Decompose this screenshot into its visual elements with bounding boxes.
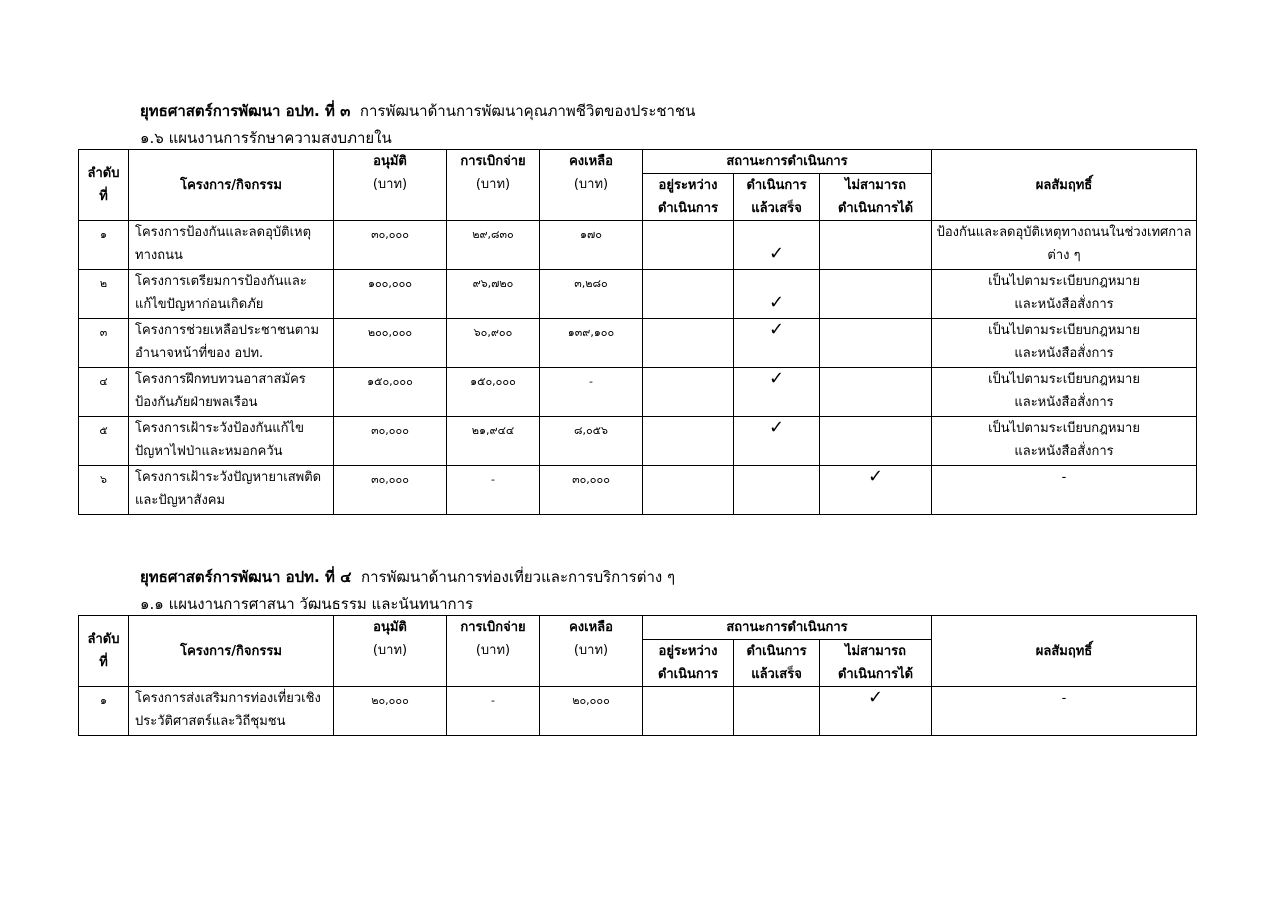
check-mark-icon: ✓ (867, 687, 884, 708)
strategy3-table (78, 149, 1197, 515)
row-status-cannot (820, 417, 932, 466)
row-result (932, 221, 1197, 270)
strategy4-plan: ๑.๑ แผนงานการศาสนา วัฒนธรรม และนันทนาการ (140, 595, 474, 613)
header-in-progress-l1: อยู่ระหว่าง (658, 178, 718, 193)
row-approved: ๓๐,๐๐๐ (334, 466, 447, 515)
row-project-line2: ป้องกันภัยฝ่ายพลเรือน (135, 395, 258, 410)
header-remaining-unit: (บาท) (573, 177, 609, 192)
check-mark-icon: ✓ (768, 417, 785, 438)
header-done-l1: ดำเนินการ (746, 178, 807, 193)
row-result-line1: - (1061, 691, 1067, 706)
row-number: ๔ (79, 368, 129, 417)
row-status-done (734, 687, 820, 736)
row-result-line1: เป็นไปตามระเบียบกฎหมาย (988, 323, 1140, 338)
row-number: ๒ (79, 270, 129, 319)
row-approved: ๒๐,๐๐๐ (334, 687, 447, 736)
header-disbursed-label: การเบิกจ่าย (460, 154, 526, 169)
header-in-progress-l2: ดำเนินการ (657, 201, 719, 216)
header-project: โครงการ/กิจกรรม (129, 616, 334, 687)
header-done-l1: ดำเนินการ (746, 644, 807, 659)
header-approved (334, 150, 447, 221)
header-disbursed-label: การเบิกจ่าย (460, 620, 526, 635)
row-project (129, 368, 334, 417)
header-remaining (540, 616, 643, 687)
row-status-done (734, 319, 820, 368)
row-status-done (734, 368, 820, 417)
header-cannot-l1: ไม่สามารถ (844, 644, 907, 659)
table-row (79, 221, 1197, 270)
row-approved: ๑๐๐,๐๐๐ (334, 270, 447, 319)
row-project-line2: และปัญหาสังคม (135, 493, 226, 508)
row-remaining: ๑๓๙,๑๐๐ (540, 319, 643, 368)
table-row (79, 687, 1197, 736)
header-approved-label: อนุมัติ (373, 620, 407, 635)
strategy4-title (140, 567, 675, 587)
row-number: ๑ (79, 221, 129, 270)
header-cannot-l2: ดำเนินการได้ (837, 667, 914, 682)
row-result (932, 687, 1197, 736)
row-remaining: ๒๐,๐๐๐ (540, 687, 643, 736)
row-project-line2: ประวัติศาสตร์และวิถีชุมชน (135, 714, 286, 729)
check-mark-icon: ✓ (768, 243, 785, 264)
header-disbursed-unit: (บาท) (475, 177, 511, 192)
row-status-in-progress (643, 270, 734, 319)
table-row (79, 466, 1197, 515)
header-order (79, 616, 129, 687)
header-remaining (540, 150, 643, 221)
table-row (79, 368, 1197, 417)
row-disbursed: ๖๐,๙๐๐ (447, 319, 540, 368)
strategy3-title-bold: ยุทธศาสตร์การพัฒนา อปท. ที่ ๓ (140, 102, 351, 120)
check-mark-icon: ✓ (768, 292, 785, 313)
row-approved: ๑๕๐,๐๐๐ (334, 368, 447, 417)
row-status-done (734, 417, 820, 466)
row-result-line2: และหนังสือสั่งการ (1014, 444, 1114, 459)
header-done (734, 640, 820, 687)
row-result (932, 368, 1197, 417)
row-result-line1: ป้องกันและลดอุบัติเหตุทางถนนในช่วงเทศกาล (936, 225, 1192, 240)
header-cannot (820, 174, 932, 221)
row-project-line2: อำนาจหน้าที่ของ อปท. (135, 346, 264, 361)
row-approved: ๒๐๐,๐๐๐ (334, 319, 447, 368)
header-status: สถานะการดำเนินการ (643, 616, 932, 640)
strategy3-title (140, 101, 695, 121)
header-order (79, 150, 129, 221)
header-result: ผลสัมฤทธิ์ (932, 616, 1197, 687)
row-disbursed: ๙๖,๗๒๐ (447, 270, 540, 319)
header-project: โครงการ/กิจกรรม (129, 150, 334, 221)
table-row (79, 417, 1197, 466)
row-approved: ๓๐,๐๐๐ (334, 417, 447, 466)
header-in-progress (643, 640, 734, 687)
row-result-line1: - (1061, 470, 1067, 485)
row-result-line2: ต่าง ๆ (1047, 248, 1081, 263)
row-result-line1: เป็นไปตามระเบียบกฎหมาย (988, 274, 1140, 289)
header-done-l2: แล้วเสร็จ (751, 667, 802, 682)
header-disbursed (447, 616, 540, 687)
row-project (129, 687, 334, 736)
row-status-in-progress (643, 466, 734, 515)
header-status: สถานะการดำเนินการ (643, 150, 932, 174)
row-status-cannot (820, 687, 932, 736)
header-approved-unit: (บาท) (372, 643, 408, 658)
row-disbursed: ๑๕๐,๐๐๐ (447, 368, 540, 417)
strategy3-plan: ๑.๖ แผนงานการรักษาความสงบภายใน (140, 129, 392, 147)
row-result (932, 417, 1197, 466)
row-number: ๓ (79, 319, 129, 368)
header-cannot-l1: ไม่สามารถ (844, 178, 907, 193)
row-number: ๖ (79, 466, 129, 515)
header-done (734, 174, 820, 221)
row-result-line1: เป็นไปตามระเบียบกฎหมาย (988, 421, 1140, 436)
row-project-line1: โครงการเฝ้าระวังป้องกันแก้ไข (135, 421, 304, 436)
header-order-line2: ที่ (99, 189, 108, 204)
check-mark-icon: ✓ (768, 319, 785, 340)
header-cannot-l2: ดำเนินการได้ (837, 201, 914, 216)
row-status-cannot (820, 221, 932, 270)
row-status-in-progress (643, 319, 734, 368)
table-row (79, 319, 1197, 368)
row-status-done (734, 270, 820, 319)
header-done-l2: แล้วเสร็จ (751, 201, 802, 216)
row-remaining: ๓๐,๐๐๐ (540, 466, 643, 515)
row-project (129, 417, 334, 466)
header-disbursed (447, 150, 540, 221)
header-order-line1: ลำดับ (87, 632, 120, 647)
strategy3-title-rest: การพัฒนาด้านการพัฒนาคุณภาพชีวิตของประชาชน (359, 102, 696, 120)
row-status-cannot (820, 466, 932, 515)
row-result (932, 319, 1197, 368)
row-project-line1: โครงการเฝ้าระวังปัญหายาเสพติด (135, 470, 322, 485)
row-number: ๑ (79, 687, 129, 736)
row-status-in-progress (643, 417, 734, 466)
header-in-progress-l2: ดำเนินการ (657, 667, 719, 682)
check-mark-icon: ✓ (768, 368, 785, 389)
row-result (932, 270, 1197, 319)
row-disbursed: - (447, 466, 540, 515)
row-status-done (734, 221, 820, 270)
header-remaining-label: คงเหลือ (569, 154, 613, 169)
row-project-line2: ทางถนน (135, 248, 183, 263)
row-status-in-progress (643, 221, 734, 270)
row-remaining: - (540, 368, 643, 417)
row-project-line2: ปัญหาไฟป่าและหมอกควัน (135, 444, 283, 459)
row-status-cannot (820, 319, 932, 368)
row-project (129, 466, 334, 515)
row-disbursed: ๒๑,๙๔๔ (447, 417, 540, 466)
row-remaining: ๑๗๐ (540, 221, 643, 270)
row-project-line2: แก้ไขปัญหาก่อนเกิดภัย (135, 297, 264, 312)
row-project-line1: โครงการส่งเสริมการท่องเที่ยวเชิง (135, 691, 321, 706)
row-status-in-progress (643, 687, 734, 736)
header-approved (334, 616, 447, 687)
check-mark-icon: ✓ (867, 466, 884, 487)
row-status-in-progress (643, 368, 734, 417)
header-cannot (820, 640, 932, 687)
strategy4-table (78, 615, 1197, 736)
row-disbursed: ๒๙,๘๓๐ (447, 221, 540, 270)
header-in-progress-l1: อยู่ระหว่าง (658, 644, 718, 659)
header-order-line2: ที่ (99, 655, 108, 670)
header-remaining-unit: (บาท) (573, 643, 609, 658)
row-approved: ๓๐,๐๐๐ (334, 221, 447, 270)
row-result-line1: เป็นไปตามระเบียบกฎหมาย (988, 372, 1140, 387)
row-result-line2: และหนังสือสั่งการ (1014, 346, 1114, 361)
row-disbursed: - (447, 687, 540, 736)
header-result: ผลสัมฤทธิ์ (932, 150, 1197, 221)
row-project (129, 319, 334, 368)
row-status-cannot (820, 270, 932, 319)
row-status-cannot (820, 368, 932, 417)
header-remaining-label: คงเหลือ (569, 620, 613, 635)
header-disbursed-unit: (บาท) (475, 643, 511, 658)
row-project-line1: โครงการฝึกทบทวนอาสาสมัคร (135, 372, 306, 387)
row-remaining: ๘,๐๕๖ (540, 417, 643, 466)
row-number: ๕ (79, 417, 129, 466)
header-approved-label: อนุมัติ (373, 154, 407, 169)
row-project (129, 221, 334, 270)
row-project-line1: โครงการช่วยเหลือประชาชนตาม (135, 323, 320, 338)
strategy4-title-rest: การพัฒนาด้านการท่องเที่ยวและการบริการต่าง ๆ (360, 568, 676, 586)
row-project-line1: โครงการป้องกันและลดอุบัติเหตุ (135, 225, 312, 240)
row-project-line1: โครงการเตรียมการป้องกันและ (135, 274, 307, 289)
strategy4-title-bold: ยุทธศาสตร์การพัฒนา อปท. ที่ ๔ (140, 568, 352, 586)
row-remaining: ๓,๒๘๐ (540, 270, 643, 319)
row-project (129, 270, 334, 319)
row-result (932, 466, 1197, 515)
row-result-line2: และหนังสือสั่งการ (1014, 395, 1114, 410)
header-order-line1: ลำดับ (87, 166, 120, 181)
header-in-progress (643, 174, 734, 221)
header-approved-unit: (บาท) (372, 177, 408, 192)
row-result-line2: และหนังสือสั่งการ (1014, 297, 1114, 312)
table-row (79, 270, 1197, 319)
row-status-done (734, 466, 820, 515)
